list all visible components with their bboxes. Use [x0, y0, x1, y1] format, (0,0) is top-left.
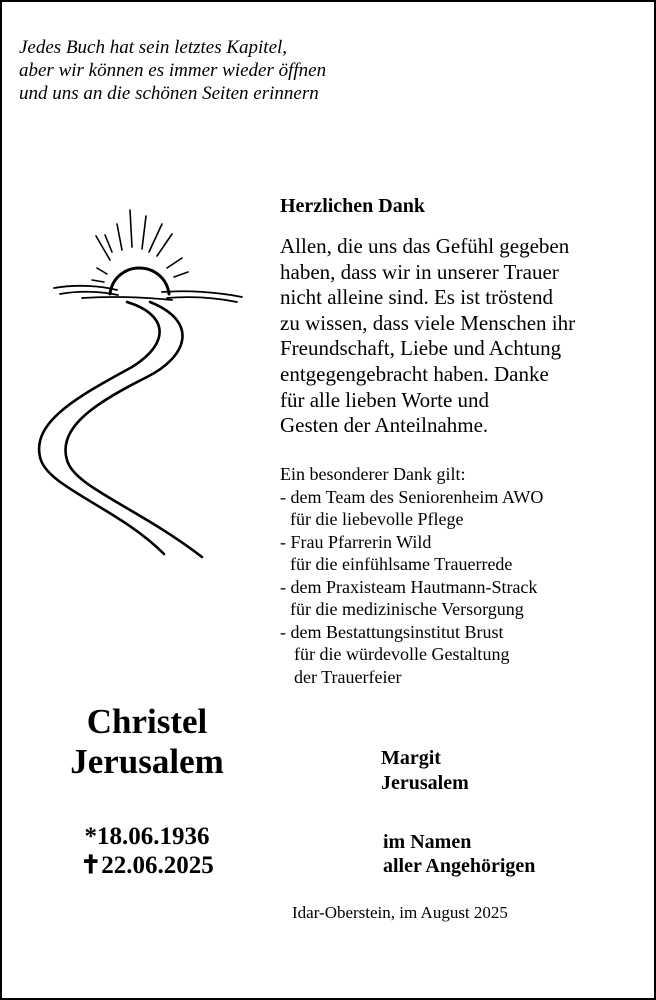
sunset-path-icon — [22, 202, 252, 562]
thanks-line: für alle lieben Worte und — [280, 387, 490, 412]
special-thanks-intro: Ein besonderer Dank gilt: — [280, 464, 466, 484]
deceased-last-name: Jerusalem — [70, 742, 224, 781]
thanks-line: entgegengebracht haben. Danke — [280, 361, 549, 386]
list-item-reason: für die würdevolle Gestaltung — [294, 644, 510, 664]
list-item-reason: für die liebevolle Pflege — [290, 509, 464, 529]
life-dates — [22, 822, 272, 880]
signer-first-name: Margit — [381, 747, 441, 769]
motto-line: und uns an die schönen Seiten erinnern — [19, 83, 319, 104]
thanks-line: nicht alleine sind. Es ist tröstend — [280, 285, 553, 310]
birth-date: *18.06.1936 — [84, 823, 210, 850]
behalf-line: im Namen — [383, 831, 472, 853]
thanks-line: Freundschaft, Liebe und Achtung — [280, 336, 562, 361]
thanks-line: Gesten der Anteilnahme. — [280, 413, 489, 438]
deceased-name — [22, 702, 272, 782]
list-item-reason: für die medizinische Versorgung — [290, 599, 524, 619]
thanks-text — [280, 234, 575, 439]
list-item: - dem Praxisteam Hautmann-Strack — [280, 576, 538, 597]
death-date: ✝22.06.2025 — [80, 852, 214, 879]
deceased-first-name: Christel — [86, 702, 208, 741]
list-item: - dem Bestattungsinstitut Brust — [280, 621, 504, 642]
place-and-date: Idar-Oberstein, im August 2025 — [292, 903, 508, 922]
motto-quote — [19, 36, 326, 105]
list-item-reason: der Trauerfeier — [294, 666, 402, 687]
thanks-title: Herzlichen Dank — [280, 195, 425, 217]
motto-line: aber wir können es immer wieder öffnen — [19, 60, 327, 81]
on-behalf-of — [383, 830, 535, 878]
signer-name — [381, 746, 469, 796]
motto-line: Jedes Buch hat sein letztes Kapitel, — [19, 37, 288, 58]
thanks-line: haben, dass wir in unserer Trauer — [280, 259, 559, 284]
special-thanks-list — [280, 463, 543, 688]
signer-last-name: Jerusalem — [381, 772, 469, 794]
thanks-line: zu wissen, dass viele Menschen ihr — [280, 310, 576, 335]
list-item: - Frau Pfarrerin Wild — [280, 531, 432, 552]
behalf-line: aller Angehörigen — [383, 855, 536, 877]
list-item: - dem Team des Seniorenheim AWO — [280, 486, 544, 507]
thanks-line: Allen, die uns das Gefühl gegeben — [280, 234, 570, 258]
list-item-reason: für die einfühlsame Trauerrede — [290, 554, 513, 574]
